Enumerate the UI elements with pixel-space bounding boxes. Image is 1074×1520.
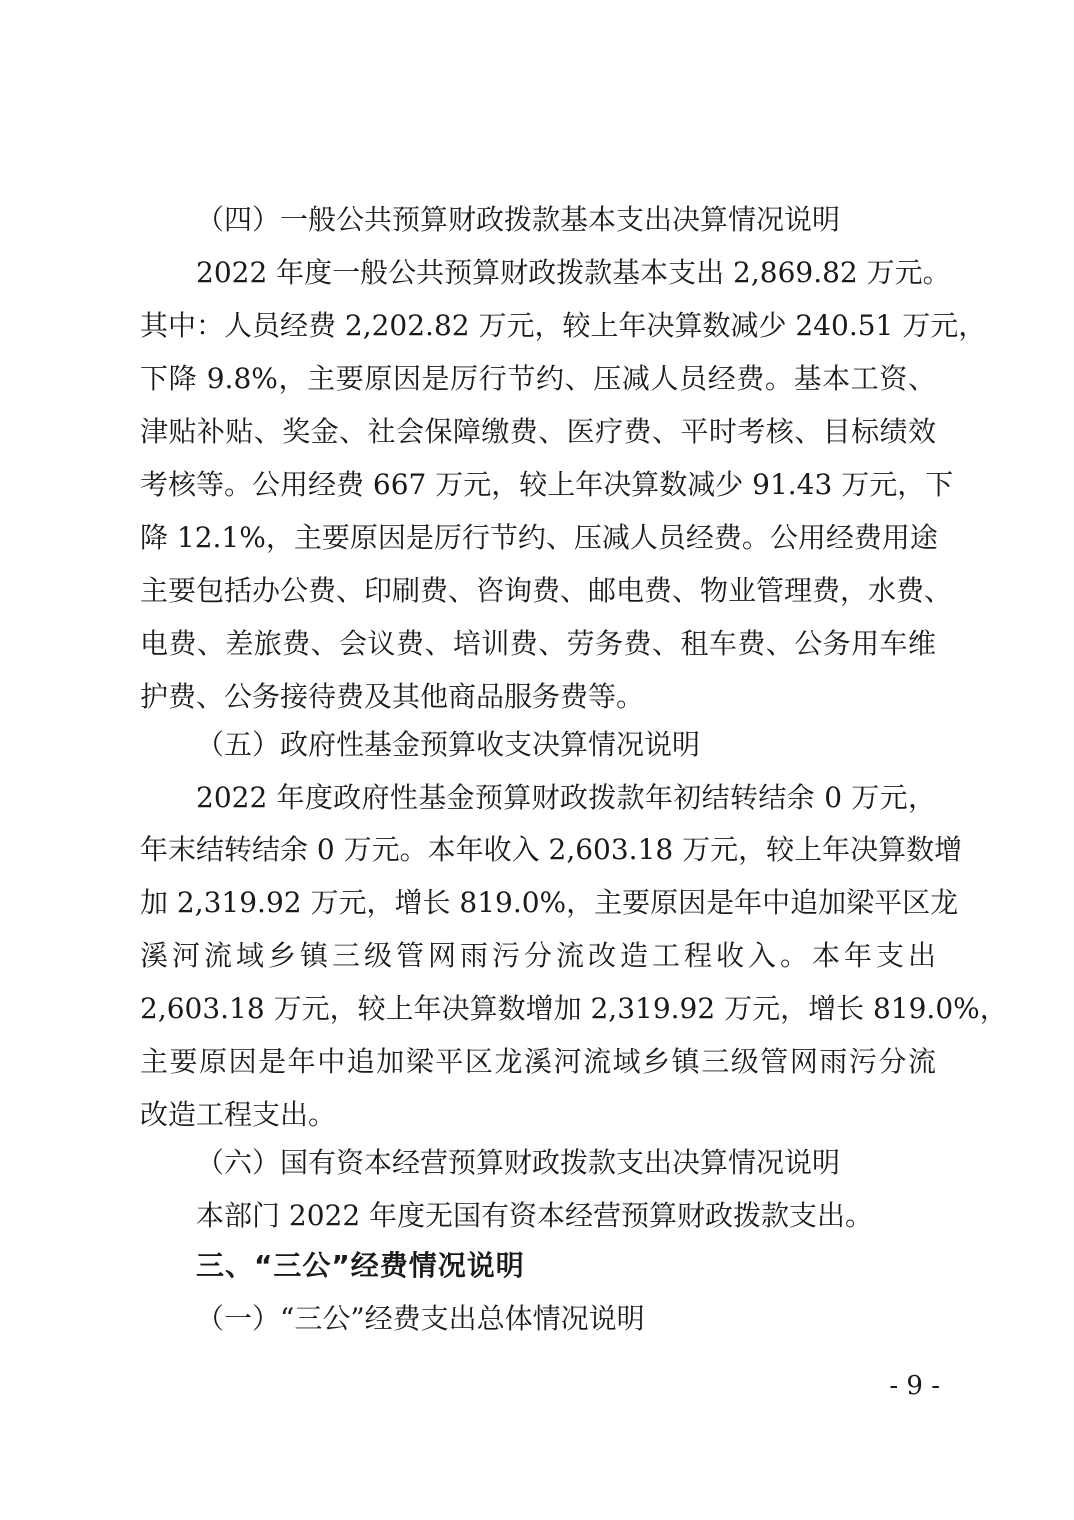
paragraph-line: 主要包括办公费、印刷费、咨询费、邮电费、物业管理费，水费、 xyxy=(140,574,953,607)
section-heading-4: （四）一般公共预算财政拨款基本支出决算情况说明 xyxy=(196,203,841,236)
paragraph-line: 2022 年度一般公共预算财政拨款基本支出 2,869.82 万元。 xyxy=(196,256,951,289)
subsection-heading-1: （一）“三公”经费支出总体情况说明 xyxy=(196,1302,645,1335)
paragraph-line: 本部门 2022 年度无国有资本经营预算财政拨款支出。 xyxy=(196,1199,874,1232)
paragraph-line: 溪河流域乡镇三级管网雨污分流改造工程收入。本年支出 xyxy=(140,939,936,972)
paragraph-line: 电费、差旅费、会议费、培训费、劳务费、租车费、公务用车维 xyxy=(140,627,936,660)
paragraph-line: 改造工程支出。 xyxy=(140,1098,337,1131)
paragraph-line: 其中：人员经费 2,202.82 万元，较上年决算数减少 240.51 万元， xyxy=(140,309,987,342)
section-heading-5: （五）政府性基金预算收支决算情况说明 xyxy=(196,728,701,761)
paragraph-line: 津贴补贴、奖金、社会保障缴费、医疗费、平时考核、目标绩效 xyxy=(140,415,936,448)
page-number: - 9 - xyxy=(889,1371,940,1401)
paragraph-line: 主要原因是年中追加梁平区龙溪河流域乡镇三级管网雨污分流 xyxy=(140,1045,936,1078)
paragraph-line: 降 12.1%，主要原因是厉行节约、压减人员经费。公用经费用途 xyxy=(140,521,938,554)
paragraph-line: 护费、公务接待费及其他商品服务费等。 xyxy=(140,680,645,713)
chapter-heading-three: 三、“三公”经费情况说明 xyxy=(196,1249,525,1282)
paragraph-line: 下降 9.8%，主要原因是厉行节约、压减人员经费。基本工资、 xyxy=(140,362,936,395)
paragraph-line: 2,603.18 万元，较上年决算数增加 2,319.92 万元，增长 819.0%， xyxy=(140,992,1008,1025)
paragraph-line: 考核等。公用经费 667 万元，较上年决算数减少 91.43 万元，下 xyxy=(140,468,954,501)
paragraph-line: 2022 年度政府性基金预算财政拨款年初结转结余 0 万元， xyxy=(196,781,936,814)
paragraph-line: 加 2,319.92 万元，增长 819.0%，主要原因是年中追加梁平区龙 xyxy=(140,886,959,919)
paragraph-line: 年末结转结余 0 万元。本年收入 2,603.18 万元，较上年决算数增 xyxy=(140,833,963,866)
section-heading-6: （六）国有资本经营预算财政拨款支出决算情况说明 xyxy=(196,1146,841,1179)
